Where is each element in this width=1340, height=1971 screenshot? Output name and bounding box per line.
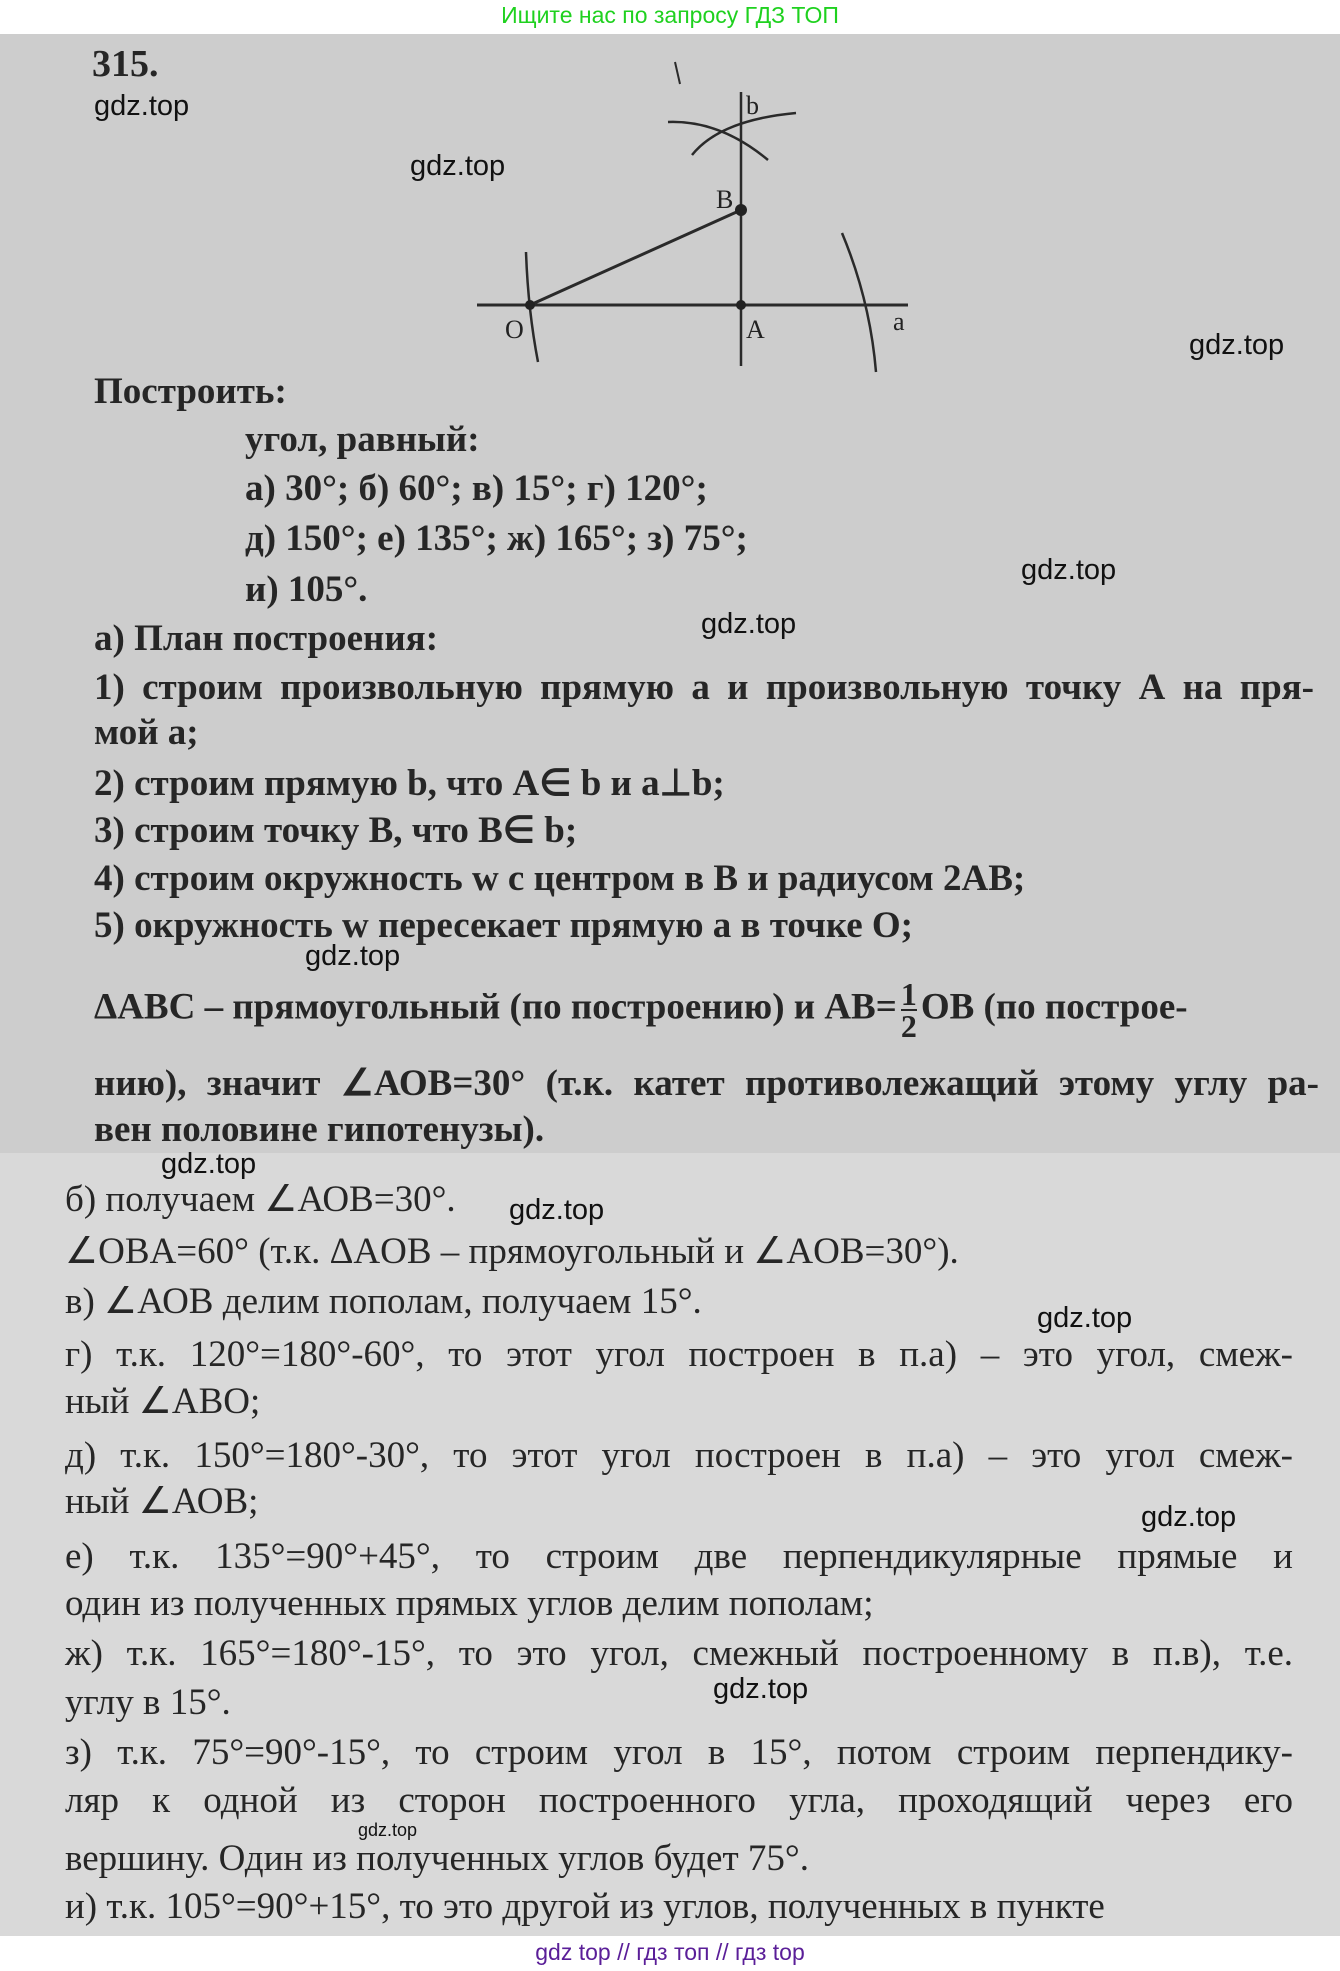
label-O: O	[505, 315, 524, 344]
watermark: gdz.top	[1141, 1501, 1237, 1533]
plan-step: 2) строим прямую b, что А∈ b и a⊥b;	[94, 763, 725, 804]
plan-step: 4) строим окружность w с центром в В и радиусом 2АВ;	[94, 858, 1026, 899]
point-B	[735, 204, 747, 216]
proof-line: нию), значит ∠АОВ=30° (т.к. катет противолежащий этому углу ра-	[94, 1063, 1319, 1104]
watermark: gdz.top	[410, 150, 506, 182]
answer-line: углу в 15°.	[65, 1682, 231, 1723]
label-a: a	[893, 307, 905, 336]
answer-line: вершину. Один из полученных углов будет 75°.	[65, 1838, 809, 1879]
task-line: угол, равный:	[245, 419, 480, 460]
proof-text: ОВ (по построе-	[920, 986, 1188, 1028]
answer-line: б) получаем ∠АОВ=30°.	[65, 1179, 456, 1220]
watermark: gdz.top	[94, 90, 190, 122]
plan-step: 1) строим произвольную прямую a и произвольную точку А на пря-	[94, 667, 1314, 708]
watermark: gdz.top	[1189, 329, 1285, 361]
answer-line: ный ∠АОВ;	[65, 1481, 259, 1522]
task-line: и) 105°.	[245, 569, 368, 610]
watermark: gdz.top	[1021, 554, 1117, 586]
label-A: A	[746, 315, 765, 344]
answer-line: ляр к одной из сторон построенного угла, проходящий через его	[65, 1780, 1293, 1821]
answer-line: е) т.к. 135°=90°+45°, то строим две перпендикулярные прямые и	[65, 1536, 1293, 1577]
watermark: gdz.top	[305, 940, 401, 972]
label-b: b	[746, 91, 759, 120]
answer-line: д) т.к. 150°=180°-30°, то этот угол построен в п.а) – это угол смеж-	[65, 1435, 1293, 1476]
answer-line: ∠OBA=60° (т.к. ΔAOB – прямоугольный и ∠AOB=30°).	[65, 1231, 959, 1272]
label-B: B	[716, 185, 734, 214]
proof-line: вен половине гипотенузы).	[94, 1109, 545, 1150]
fraction-one-half	[900, 976, 917, 1044]
top-banner[interactable]: Ищите нас по запросу ГДЗ ТОП	[501, 2, 839, 28]
plan-step: 3) строим точку В, что В∈ b;	[94, 810, 578, 851]
problem-number: 315.	[92, 43, 159, 85]
bottom-banner[interactable]: gdz top // гдз топ // гдз top	[535, 1939, 805, 1965]
point-O	[525, 300, 535, 310]
proof-text: ΔАВС – прямоугольный (по построению) и АВ=	[94, 986, 897, 1028]
answer-line: з) т.к. 75°=90°-15°, то строим угол в 15°, потом строим перпендику-	[65, 1732, 1293, 1773]
construction-diagram	[0, 0, 1340, 400]
plan-heading: а) План построения:	[94, 618, 439, 659]
answer-line: ный ∠АВО;	[65, 1381, 261, 1422]
arc-upper-2	[692, 113, 796, 155]
answer-line: г) т.к. 120°=180°-60°, то этот угол построен в п.а) – это угол, смеж-	[65, 1334, 1293, 1375]
arc-circle-w	[842, 233, 876, 372]
watermark: gdz.top	[713, 1673, 809, 1705]
task-line: а) 30°; б) 60°; в) 15°; г) 120°;	[245, 468, 708, 509]
segment-OB	[530, 210, 741, 305]
watermark: gdz.top	[509, 1194, 605, 1226]
task-line: д) 150°; е) 135°; ж) 165°; з) 75°;	[245, 518, 748, 559]
watermark: gdz.top	[701, 608, 797, 640]
watermark: gdz.top	[358, 1820, 418, 1840]
watermark: gdz.top	[161, 1148, 257, 1180]
watermark: gdz.top	[1037, 1302, 1133, 1334]
answer-line: и) т.к. 105°=90°+15°, то это другой из углов, полученных в пункте	[65, 1886, 1105, 1927]
plan-step: 5) окружность w пересекает прямую a в точке О;	[94, 905, 914, 946]
point-A	[736, 300, 746, 310]
answer-line: ж) т.к. 165°=180°-15°, то это угол, смежный построенному в п.в), т.е.	[65, 1633, 1293, 1674]
plan-step: мой a;	[94, 712, 199, 753]
stray-mark	[675, 62, 680, 84]
proof-line-fraction	[94, 976, 1188, 1044]
heading-construct: Построить:	[94, 371, 287, 412]
fraction-numerator: 1	[900, 976, 917, 1012]
fraction-denominator: 2	[900, 1008, 917, 1044]
answer-line: в) ∠АОВ делим пополам, получаем 15°.	[65, 1281, 702, 1322]
answer-line: один из полученных прямых углов делим пополам;	[65, 1583, 874, 1624]
arc-upper-1	[668, 122, 768, 160]
